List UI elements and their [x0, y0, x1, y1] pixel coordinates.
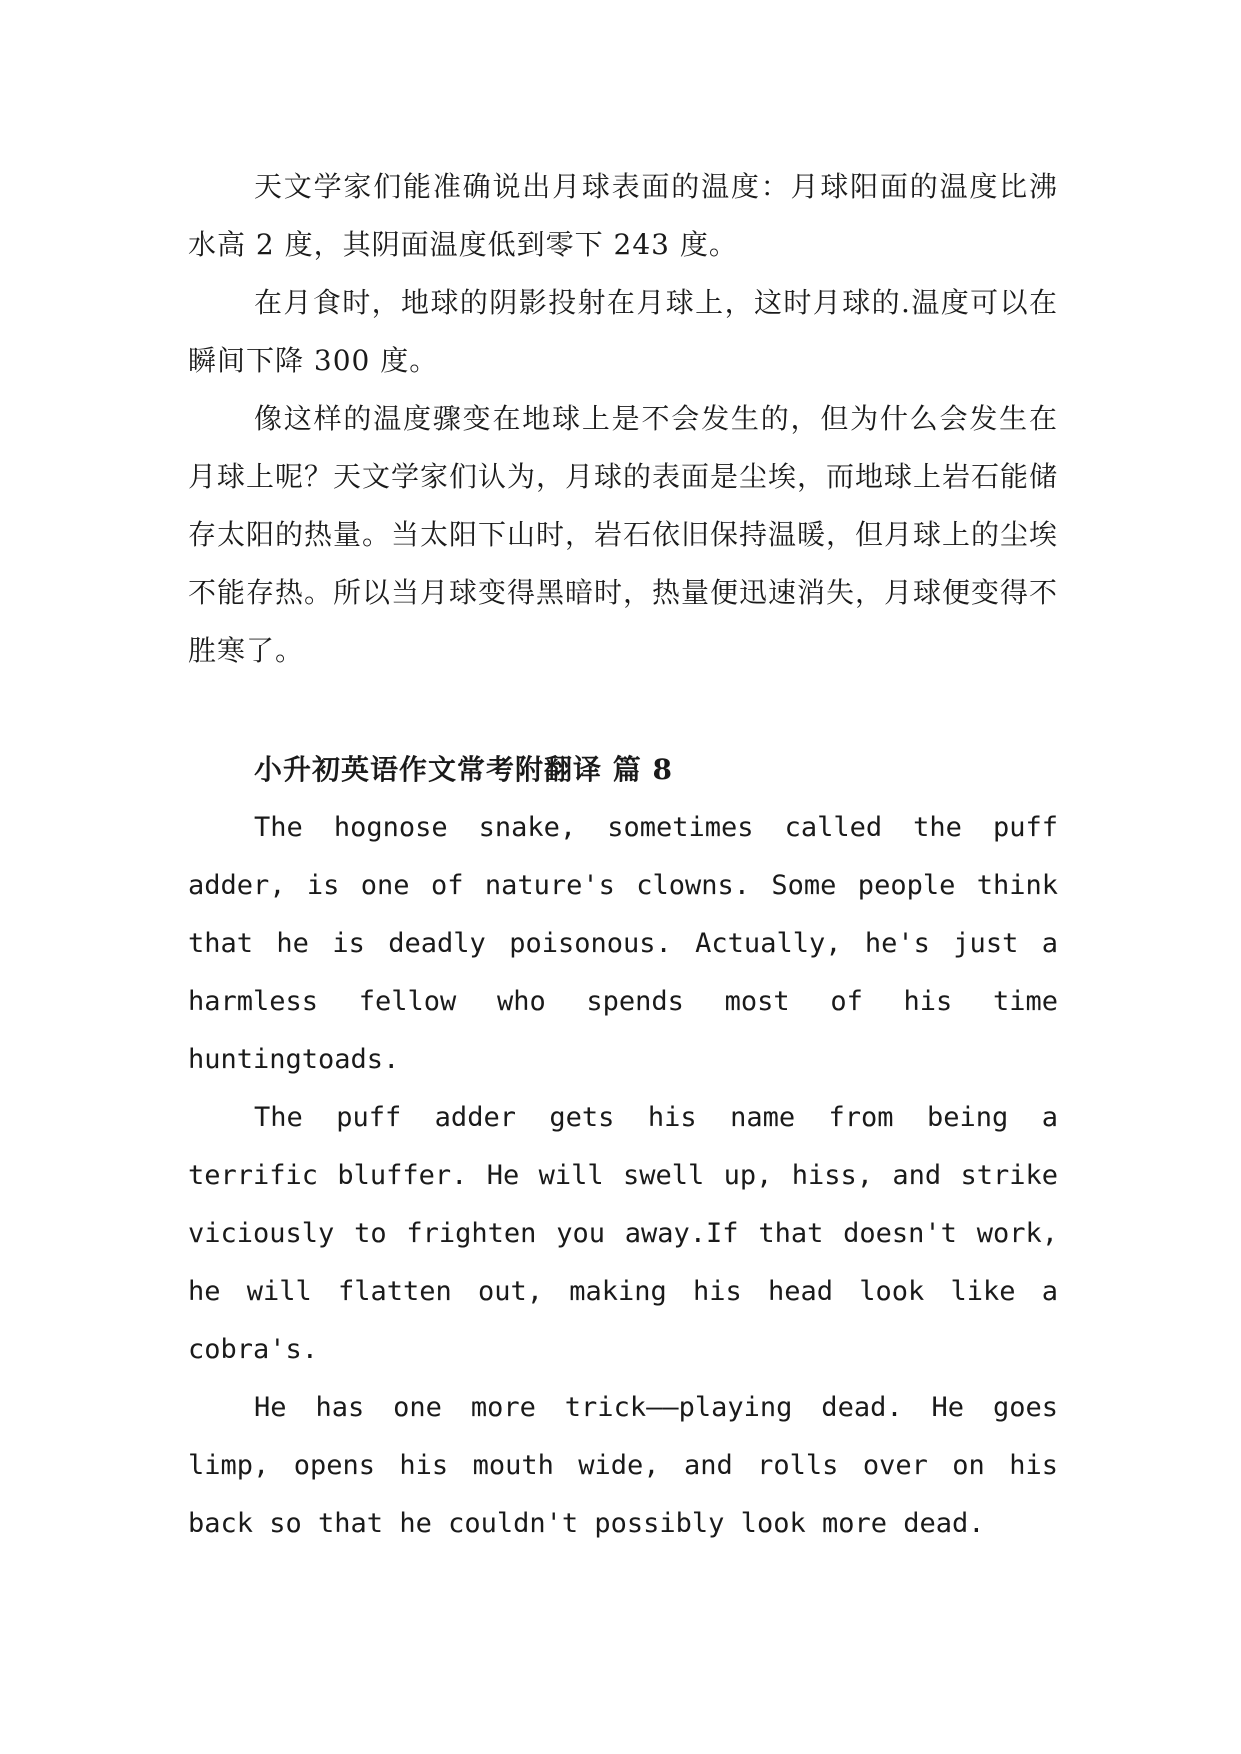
paragraph-lunar-eclipse: 在月食时，地球的阴影投射在月球上，这时月球的.温度可以在瞬间下降 300 度。	[188, 286, 1058, 377]
chinese-text-section	[188, 158, 1058, 680]
english-text-section	[188, 799, 1058, 1553]
paragraph-playing-dead: He has one more trick——playing dead. He goes limp, opens his mouth wide, and rolls over on his back so that he couldn't possibly look more dead.	[188, 1392, 1058, 1539]
paragraph-temperature-change: 像这样的温度骤变在地球上是不会发生的，但为什么会发生在月球上呢？天文学家们认为，月球的表面是尘埃，而地球上岩石能储存太阳的热量。当太阳下山时，岩石依旧保持温暖，但月球上的尘埃不能存热。所以当月球变得黑暗时，热量便迅速消失，月球便变得不胜寒了。	[188, 402, 1059, 667]
paragraph-puff-adder-bluff: The puff adder gets his name from being a terrific bluffer. He will swell up, hiss, and strike viciously to frighten you away.If that doesn't work, he will flatten out, making his head look like a cobra's.	[188, 1102, 1058, 1365]
paragraph-moon-temperature: 天文学家们能准确说出月球表面的温度：月球阳面的温度比沸水高 2 度，其阴面温度低到零下 243 度。	[188, 170, 1058, 261]
paragraph-hognose-intro: The hognose snake, sometimes called the puff adder, is one of nature's clowns. Some people think that he is deadly poisonous. Actually, he's just a harmless fellow who spends most of his time huntingtoads.	[188, 812, 1058, 1075]
section-heading: 小升初英语作文常考附翻译 篇 8	[254, 753, 673, 786]
